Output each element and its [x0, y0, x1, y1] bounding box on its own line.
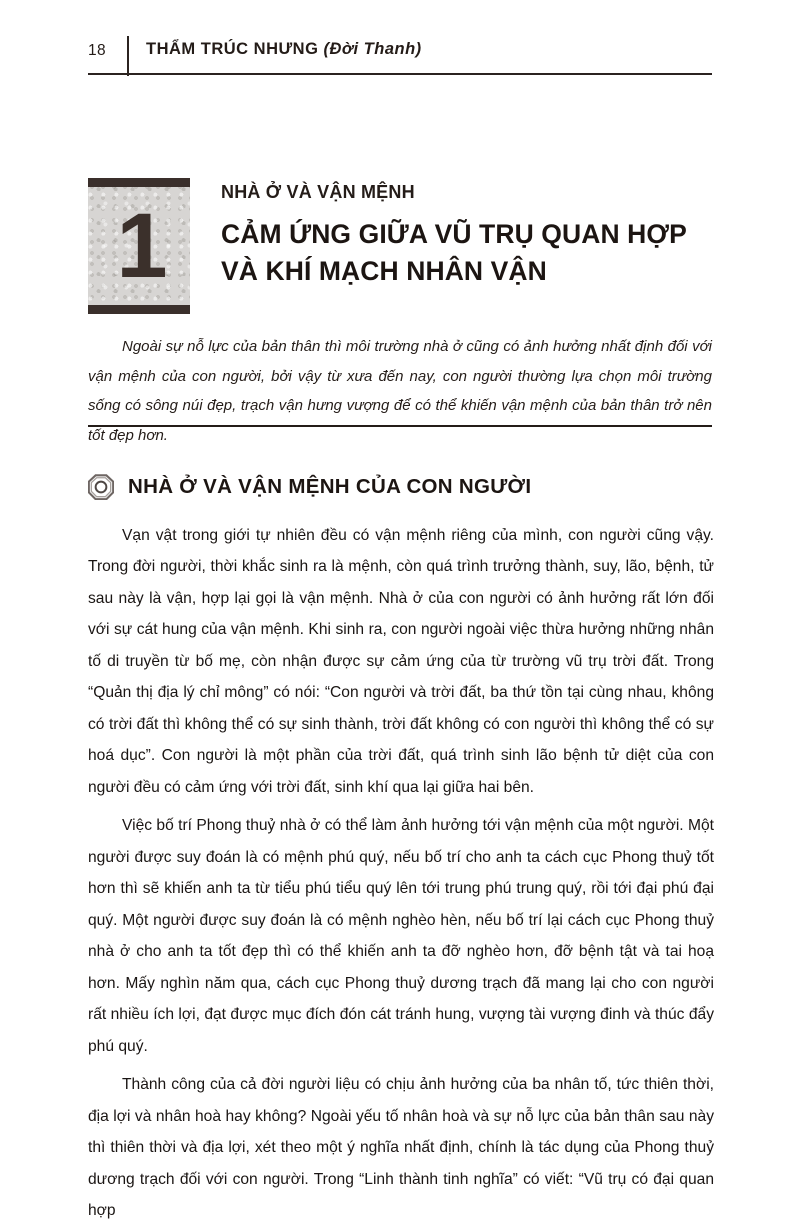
- chapter-intro: Ngoài sự nỗ lực của bản thân thì môi trường nhà ở cũng có ảnh hưởng nhất định đối với vận mệnh của con người, bởi vậy từ xưa đến nay, con người thường lựa chọn môi trường sống có sông núi đẹp, trạch vận hưng vượng để có thể khiến vận mệnh của bản thân trở nên tốt đẹp hơn.: [88, 338, 712, 445]
- bagua-ring-icon: [88, 474, 114, 500]
- chapter-headings: [221, 183, 712, 291]
- running-head-author: THẨM TRÚC NHƯNG: [146, 40, 319, 58]
- running-head: [88, 40, 712, 76]
- chapter-number-box: [88, 178, 190, 314]
- section-heading-text: NHÀ Ở VÀ VẬN MỆNH CỦA CON NGƯỜI: [128, 475, 532, 498]
- section-heading: [88, 474, 712, 500]
- page-number: 18: [88, 42, 107, 59]
- chapter-number: 1: [116, 195, 168, 297]
- running-head-era: (Đời Thanh): [323, 40, 422, 58]
- chapter-box-bottom-bar: [88, 305, 190, 314]
- chapter-title: CẢM ỨNG GIỮA VŨ TRỤ QUAN HỢP VÀ KHÍ MẠCH NHÂN VẬN: [221, 218, 687, 287]
- running-head-divider: [127, 36, 129, 76]
- paragraph: Vạn vật trong giới tự nhiên đều có vận mệnh riêng của mình, con người cũng vậy. Trong đời người, thời khắc sinh ra là mệnh, còn quá trình trưởng thành, suy, lão, bệnh, tử sau này là vận, hợp lại gọi là vận mệnh. Nhà ở của con người có ảnh hưởng rất lớn đối với sự cát hung của vận mệnh. Khi sinh ra, con người ngoài việc thừa hưởng những nhân tố di truyền từ bố mẹ, còn nhận được sự cảm ứng của từ trường vũ trụ trời đất. Trong “Quản thị địa lý chỉ mông” có nói: “Con người và trời đất, ba thứ tồn tại cùng nhau, không có trời đất thì không thể có sự sinh thành, trời đất không có con người thì không thể có sự hoá dục”. Con người là một phần của trời đất, quá trình sinh lão bệnh tử diệt của con người đều có cảm ứng với trời đất, sinh khí qua lại giữa hai bên.: [88, 527, 714, 796]
- paragraph: Thành công của cả đời người liệu có chịu ảnh hưởng của ba nhân tố, tức thiên thời, địa lợi và nhân hoà hay không? Ngoài yếu tố nhân hoà và sự nỗ lực của bản thân sau này thì thiên thời và địa lợi, xét theo một ý nghĩa nhất định, chính là tác dụng của Phong thuỷ dương trạch đối với con người. Trong “Linh thành tinh nghĩa” có viết: “Vũ trụ có đại quan hợp: [88, 1076, 714, 1220]
- running-head-title: [146, 40, 422, 59]
- chapter-box-top-bar: [88, 178, 190, 187]
- body-copy: [88, 520, 714, 1227]
- paragraph: Việc bố trí Phong thuỷ nhà ở có thể làm ảnh hưởng tới vận mệnh của một người. Một người được suy đoán là có mệnh phú quý, nếu bố trí cho anh ta cách cục Phong thuỷ tốt hơn thì sẽ khiến anh ta từ tiểu phú tiểu quý lên tới trung phú trung quý, rồi tới đại phú đại quý. Một người được suy đoán là có mệnh nghèo hèn, nếu bố trí lại cách cục Phong thuỷ nhà ở cho anh ta tốt đẹp thì có thể khiến anh ta đỡ nghèo hơn, đỡ bệnh tật và tai hoạ hơn. Mấy nghìn năm qua, cách cục Phong thuỷ dương trạch đã mang lại cho con người rất nhiều ích lợi, đạt được mục đích đón cát tránh hung, vượng tài vượng đinh và thúc đẩy phú quý.: [88, 817, 714, 1055]
- chapter-kicker: NHÀ Ở VÀ VẬN MỆNH: [221, 182, 415, 202]
- running-head-rule: [88, 73, 712, 75]
- intro-rule: [88, 425, 712, 427]
